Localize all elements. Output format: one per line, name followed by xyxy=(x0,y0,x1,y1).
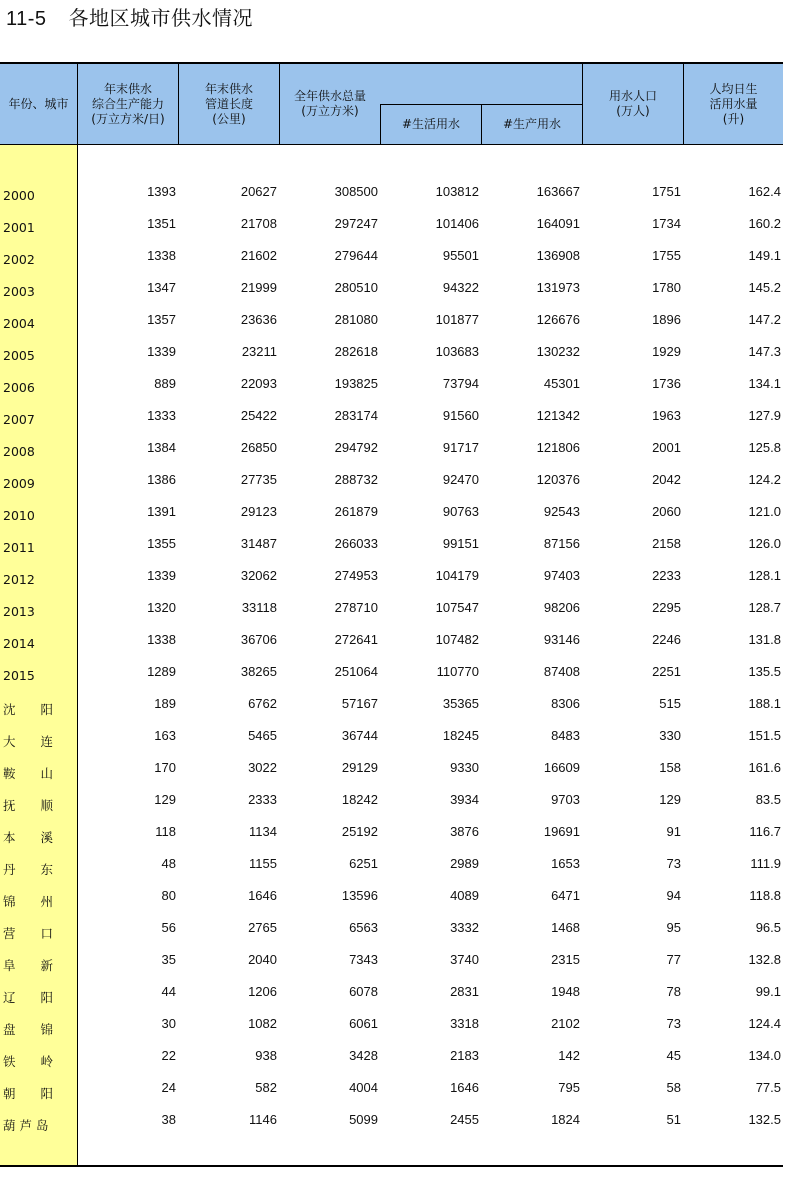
table-cell: 1386 xyxy=(147,472,176,487)
table-cell: 91560 xyxy=(442,408,479,423)
table-row xyxy=(0,306,783,338)
table-cell: 294792 xyxy=(334,440,378,455)
table-cell: 1289 xyxy=(147,664,176,679)
table-cell: 1339 xyxy=(147,344,176,359)
row-label: 丹 东 xyxy=(3,862,54,877)
table-cell: 938 xyxy=(255,1048,277,1063)
table-cell: 1384 xyxy=(147,440,176,455)
table-cell: 124.2 xyxy=(748,472,781,487)
table-cell: 21602 xyxy=(240,248,277,263)
row-label: 2000 xyxy=(3,188,35,203)
table-cell: 6078 xyxy=(349,984,378,999)
table-cell: 91 xyxy=(666,824,681,839)
table-cell: 95 xyxy=(666,920,681,935)
table-cell: 1155 xyxy=(249,856,277,871)
row-label: 2013 xyxy=(3,604,35,619)
table-cell: 26850 xyxy=(240,440,277,455)
table-cell: 283174 xyxy=(334,408,378,423)
table-cell: 1824 xyxy=(551,1112,580,1127)
table-row xyxy=(0,818,783,850)
table-row xyxy=(0,210,783,242)
table-cell: 1355 xyxy=(147,536,176,551)
table-cell: 92470 xyxy=(442,472,479,487)
table-cell: 2831 xyxy=(450,984,479,999)
table-cell: 1393 xyxy=(147,184,176,199)
table-cell: 80 xyxy=(161,888,176,903)
table-cell: 99151 xyxy=(442,536,479,551)
table-cell: 110770 xyxy=(436,664,479,679)
table-row xyxy=(0,690,783,722)
table-cell: 1751 xyxy=(652,184,681,199)
table-cell: 515 xyxy=(659,696,681,711)
table-cell: 121806 xyxy=(536,440,580,455)
table-cell: 126676 xyxy=(536,312,580,327)
table-row xyxy=(0,466,783,498)
table-cell: 94322 xyxy=(442,280,479,295)
table-cell: 103683 xyxy=(435,344,479,359)
row-label: 2004 xyxy=(3,316,35,331)
row-label: 大 连 xyxy=(3,734,54,749)
table-cell: 193825 xyxy=(334,376,378,391)
table-cell: 127.9 xyxy=(748,408,781,423)
table-cell: 121342 xyxy=(536,408,580,423)
row-label: 葫 芦 岛 xyxy=(3,1118,49,1133)
table-cell: 2333 xyxy=(248,792,277,807)
table-cell: 24 xyxy=(161,1080,176,1095)
table-cell: 29129 xyxy=(341,760,378,775)
table-row xyxy=(0,626,783,658)
table-cell: 1351 xyxy=(147,216,176,231)
table-cell: 128.1 xyxy=(748,568,781,583)
table-cell: 2246 xyxy=(652,632,681,647)
table-cell: 188.1 xyxy=(748,696,781,711)
row-label: 朝 阳 xyxy=(3,1086,54,1101)
table-cell: 142 xyxy=(558,1048,580,1063)
table-cell: 2183 xyxy=(450,1048,479,1063)
table-cell: 124.4 xyxy=(748,1016,781,1031)
table-cell: 1082 xyxy=(248,1016,277,1031)
table-cell: 87408 xyxy=(543,664,580,679)
table-cell: 45 xyxy=(666,1048,681,1063)
table-row xyxy=(0,434,783,466)
table-cell: 58 xyxy=(666,1080,681,1095)
table-cell: 4004 xyxy=(349,1080,378,1095)
table-row xyxy=(0,274,783,306)
table-cell: 111.9 xyxy=(750,856,781,871)
table-cell: 130232 xyxy=(536,344,580,359)
row-label: 2015 xyxy=(3,668,35,683)
table-row xyxy=(0,402,783,434)
table-cell: 158 xyxy=(659,760,681,775)
table-cell: 132.5 xyxy=(748,1112,781,1127)
table-cell: 51 xyxy=(666,1112,681,1127)
table-cell: 87156 xyxy=(543,536,580,551)
table-cell: 1357 xyxy=(147,312,176,327)
table-row xyxy=(0,562,783,594)
table-cell: 44 xyxy=(161,984,176,999)
table-cell: 147.3 xyxy=(748,344,781,359)
table-cell: 134.1 xyxy=(748,376,781,391)
table-cell: 5465 xyxy=(248,728,277,743)
table-cell: 7343 xyxy=(349,952,378,967)
table-cell: 162.4 xyxy=(748,184,781,199)
table-cell: 13596 xyxy=(341,888,378,903)
table-cell: 33118 xyxy=(241,600,277,615)
row-label: 鞍 山 xyxy=(3,766,54,781)
table-cell: 126.0 xyxy=(748,536,781,551)
table-cell: 1339 xyxy=(147,568,176,583)
table-cell: 2040 xyxy=(248,952,277,967)
header-population-served: 用水人口 (万人) xyxy=(608,89,657,118)
table-cell: 163667 xyxy=(536,184,580,199)
table-cell: 73794 xyxy=(442,376,479,391)
table-cell: 261879 xyxy=(334,504,378,519)
table-cell: 1347 xyxy=(147,280,176,295)
table-row xyxy=(0,882,783,914)
table-cell: 1206 xyxy=(248,984,277,999)
table-cell: 18242 xyxy=(341,792,378,807)
table-cell: 3740 xyxy=(450,952,479,967)
table-cell: 281080 xyxy=(334,312,378,327)
table-cell: 118 xyxy=(155,824,176,839)
table-cell: 9703 xyxy=(551,792,580,807)
table-cell: 121.0 xyxy=(748,504,781,519)
table-cell: 131973 xyxy=(536,280,580,295)
table-cell: 151.5 xyxy=(748,728,781,743)
table-cell: 8306 xyxy=(551,696,580,711)
table-cell: 31487 xyxy=(240,536,277,551)
table-cell: 1468 xyxy=(551,920,580,935)
table-cell: 2315 xyxy=(551,952,580,967)
table-cell: 1646 xyxy=(450,1080,479,1095)
table-cell: 129 xyxy=(659,792,681,807)
table-cell: 272641 xyxy=(334,632,378,647)
table-cell: 101877 xyxy=(435,312,479,327)
header-production-capacity: 年末供水 综合生产能力 (万立方米/日) xyxy=(91,81,165,126)
table-cell: 147.2 xyxy=(748,312,781,327)
row-label: 辽 阳 xyxy=(3,990,54,1005)
table-cell: 266033 xyxy=(334,536,378,551)
table-cell: 2102 xyxy=(551,1016,580,1031)
table-cell: 1391 xyxy=(147,504,176,519)
table-row xyxy=(0,658,783,690)
table-cell: 164091 xyxy=(536,216,580,231)
table-cell: 6563 xyxy=(349,920,378,935)
table-cell: 92543 xyxy=(543,504,580,519)
table-cell: 78 xyxy=(666,984,681,999)
table-row xyxy=(0,786,783,818)
table-cell: 90763 xyxy=(442,504,479,519)
table-row xyxy=(0,1010,783,1042)
table-cell: 1338 xyxy=(147,248,176,263)
table-row xyxy=(0,914,783,946)
table-cell: 19691 xyxy=(543,824,580,839)
table-cell: 20627 xyxy=(240,184,277,199)
table-cell: 3934 xyxy=(450,792,479,807)
table-cell: 6251 xyxy=(349,856,378,871)
table-cell: 6762 xyxy=(248,696,277,711)
table-cell: 91717 xyxy=(442,440,479,455)
row-label: 抚 顺 xyxy=(3,798,54,813)
table-cell: 1320 xyxy=(147,600,176,615)
table-cell: 134.0 xyxy=(748,1048,781,1063)
table-cell: 3332 xyxy=(450,920,479,935)
table-cell: 120376 xyxy=(536,472,580,487)
table-cell: 36744 xyxy=(341,728,378,743)
table-cell: 1736 xyxy=(652,376,681,391)
table-cell: 278710 xyxy=(334,600,378,615)
table-cell: 1780 xyxy=(652,280,681,295)
table-row xyxy=(0,498,783,530)
table-cell: 95501 xyxy=(442,248,479,263)
table-cell: 45301 xyxy=(543,376,580,391)
table-cell: 582 xyxy=(255,1080,277,1095)
table-cell: 22093 xyxy=(240,376,277,391)
table-cell: 1755 xyxy=(652,248,681,263)
table-cell: 297247 xyxy=(334,216,378,231)
table-cell: 2233 xyxy=(652,568,681,583)
table-cell: 107482 xyxy=(435,632,479,647)
table-title: 各地区城市供水情况 xyxy=(68,6,254,30)
row-label: 铁 岭 xyxy=(3,1054,54,1069)
table-cell: 57167 xyxy=(341,696,378,711)
table-cell: 30 xyxy=(161,1016,176,1031)
table-cell: 77 xyxy=(666,952,681,967)
table-cell: 189 xyxy=(154,696,176,711)
table-cell: 795 xyxy=(558,1080,580,1095)
table-cell: 8483 xyxy=(551,728,580,743)
table-row xyxy=(0,178,783,210)
table-cell: 1146 xyxy=(249,1112,277,1127)
table-row xyxy=(0,1106,783,1138)
table-cell: 118.8 xyxy=(749,888,781,903)
table-row xyxy=(0,722,783,754)
table-cell: 36706 xyxy=(240,632,277,647)
table-cell: 83.5 xyxy=(755,792,781,807)
table-cell: 2765 xyxy=(248,920,277,935)
table-cell: 170 xyxy=(154,760,176,775)
row-label: 阜 新 xyxy=(3,958,54,973)
table-cell: 3022 xyxy=(248,760,277,775)
table-cell: 1948 xyxy=(551,984,580,999)
table-cell: 2251 xyxy=(652,664,681,679)
table-cell: 35365 xyxy=(442,696,479,711)
table-cell: 274953 xyxy=(334,568,378,583)
table-row xyxy=(0,978,783,1010)
row-label: 2012 xyxy=(3,572,35,587)
table-row xyxy=(0,1074,783,1106)
table-cell: 136908 xyxy=(536,248,580,263)
row-label: 锦 州 xyxy=(3,894,54,909)
table-cell: 21999 xyxy=(240,280,277,295)
table-cell: 2158 xyxy=(652,536,681,551)
table-cell: 104179 xyxy=(435,568,479,583)
row-label: 2014 xyxy=(3,636,35,651)
table-cell: 116.7 xyxy=(749,824,781,839)
table-cell: 32062 xyxy=(240,568,277,583)
table-number: 11-5 xyxy=(6,8,47,30)
row-label: 2011 xyxy=(3,540,35,555)
table-cell: 35 xyxy=(161,952,176,967)
table-cell: 1963 xyxy=(652,408,681,423)
table-cell: 2455 xyxy=(450,1112,479,1127)
row-label: 营 口 xyxy=(3,926,54,941)
table-cell: 23211 xyxy=(241,344,277,359)
table-cell: 129 xyxy=(154,792,176,807)
table-row xyxy=(0,850,783,882)
table-cell: 3876 xyxy=(450,824,479,839)
table-cell: 73 xyxy=(666,856,681,871)
header-bottom-border xyxy=(0,144,783,145)
table-cell: 103812 xyxy=(435,184,479,199)
table-cell: 1929 xyxy=(652,344,681,359)
table-cell: 308500 xyxy=(334,184,378,199)
table-cell: 125.8 xyxy=(748,440,781,455)
table-cell: 279644 xyxy=(334,248,378,263)
table-cell: 288732 xyxy=(334,472,378,487)
row-label: 2006 xyxy=(3,380,35,395)
header-pipeline-length: 年末供水 管道长度 (公里) xyxy=(204,81,253,126)
table-cell: 38265 xyxy=(240,664,277,679)
table-cell: 107547 xyxy=(435,600,479,615)
table-cell: 889 xyxy=(154,376,176,391)
table-row xyxy=(0,754,783,786)
table-cell: 25192 xyxy=(341,824,378,839)
table-cell: 282618 xyxy=(334,344,378,359)
header-daily-per-capita: 人均日生 活用水量 (升) xyxy=(709,81,758,126)
table-cell: 48 xyxy=(161,856,176,871)
table-cell: 98206 xyxy=(543,600,580,615)
table-cell: 101406 xyxy=(435,216,479,231)
table-cell: 99.1 xyxy=(755,984,781,999)
row-label: 2007 xyxy=(3,412,35,427)
table-cell: 97403 xyxy=(543,568,580,583)
table-cell: 27735 xyxy=(240,472,277,487)
row-label: 2001 xyxy=(3,220,35,235)
row-label: 盘 锦 xyxy=(3,1022,54,1037)
table-cell: 9330 xyxy=(450,760,479,775)
table-row xyxy=(0,946,783,978)
table-cell: 6061 xyxy=(349,1016,378,1031)
table-cell: 93146 xyxy=(543,632,580,647)
table-cell: 2989 xyxy=(450,856,479,871)
table-cell: 94 xyxy=(666,888,681,903)
table-cell: 160.2 xyxy=(748,216,781,231)
table-cell: 1646 xyxy=(248,888,277,903)
table-cell: 280510 xyxy=(334,280,378,295)
row-label: 2010 xyxy=(3,508,35,523)
table-cell: 1338 xyxy=(147,632,176,647)
table-cell: 1134 xyxy=(249,824,277,839)
table-row xyxy=(0,1042,783,1074)
table-cell: 23636 xyxy=(240,312,277,327)
table-cell: 96.5 xyxy=(755,920,781,935)
header-production-use: #生产用水 xyxy=(502,117,562,131)
table-cell: 2042 xyxy=(652,472,681,487)
table-cell: 1653 xyxy=(551,856,580,871)
table-cell: 16609 xyxy=(543,760,580,775)
table-cell: 25422 xyxy=(240,408,277,423)
table-row xyxy=(0,530,783,562)
table-cell: 1896 xyxy=(652,312,681,327)
table-cell: 3428 xyxy=(349,1048,378,1063)
table-cell: 22 xyxy=(161,1048,176,1063)
table-cell: 1333 xyxy=(147,408,176,423)
row-label: 本 溪 xyxy=(3,830,54,845)
page-title xyxy=(6,4,253,33)
row-label: 2005 xyxy=(3,348,35,363)
table-row xyxy=(0,594,783,626)
row-label: 2002 xyxy=(3,252,35,267)
row-label: 2009 xyxy=(3,476,35,491)
table-cell: 163 xyxy=(154,728,176,743)
table-row xyxy=(0,242,783,274)
header-year-city: 年份、城市 xyxy=(8,96,69,111)
table-cell: 132.8 xyxy=(748,952,781,967)
table-cell: 135.5 xyxy=(748,664,781,679)
table-row xyxy=(0,338,783,370)
table-bottom-border xyxy=(0,1165,783,1167)
header-total-supply: 全年供水总量 (万立方米) xyxy=(293,89,366,118)
table-cell: 161.6 xyxy=(748,760,781,775)
table-cell: 251064 xyxy=(334,664,378,679)
table-cell: 6471 xyxy=(551,888,580,903)
header-domestic-use: #生活用水 xyxy=(401,117,461,131)
table-cell: 38 xyxy=(161,1112,176,1127)
table-cell: 77.5 xyxy=(755,1080,781,1095)
table-cell: 2001 xyxy=(652,440,681,455)
table-cell: 149.1 xyxy=(748,248,781,263)
table-cell: 4089 xyxy=(450,888,479,903)
row-label: 2008 xyxy=(3,444,35,459)
table-cell: 56 xyxy=(161,920,176,935)
table-row xyxy=(0,370,783,402)
table-cell: 1734 xyxy=(652,216,681,231)
table-cell: 18245 xyxy=(442,728,479,743)
row-label: 沈 阳 xyxy=(3,702,54,717)
table-cell: 2060 xyxy=(652,504,681,519)
row-label: 2003 xyxy=(3,284,35,299)
table-cell: 21708 xyxy=(240,216,277,231)
table-cell: 73 xyxy=(666,1016,681,1031)
table-cell: 2295 xyxy=(652,600,681,615)
table-cell: 29123 xyxy=(240,504,277,519)
table-cell: 131.8 xyxy=(748,632,781,647)
table-cell: 3318 xyxy=(450,1016,479,1031)
table-cell: 330 xyxy=(659,728,681,743)
table-cell: 145.2 xyxy=(748,280,781,295)
table-cell: 5099 xyxy=(349,1112,378,1127)
table-cell: 128.7 xyxy=(748,600,781,615)
